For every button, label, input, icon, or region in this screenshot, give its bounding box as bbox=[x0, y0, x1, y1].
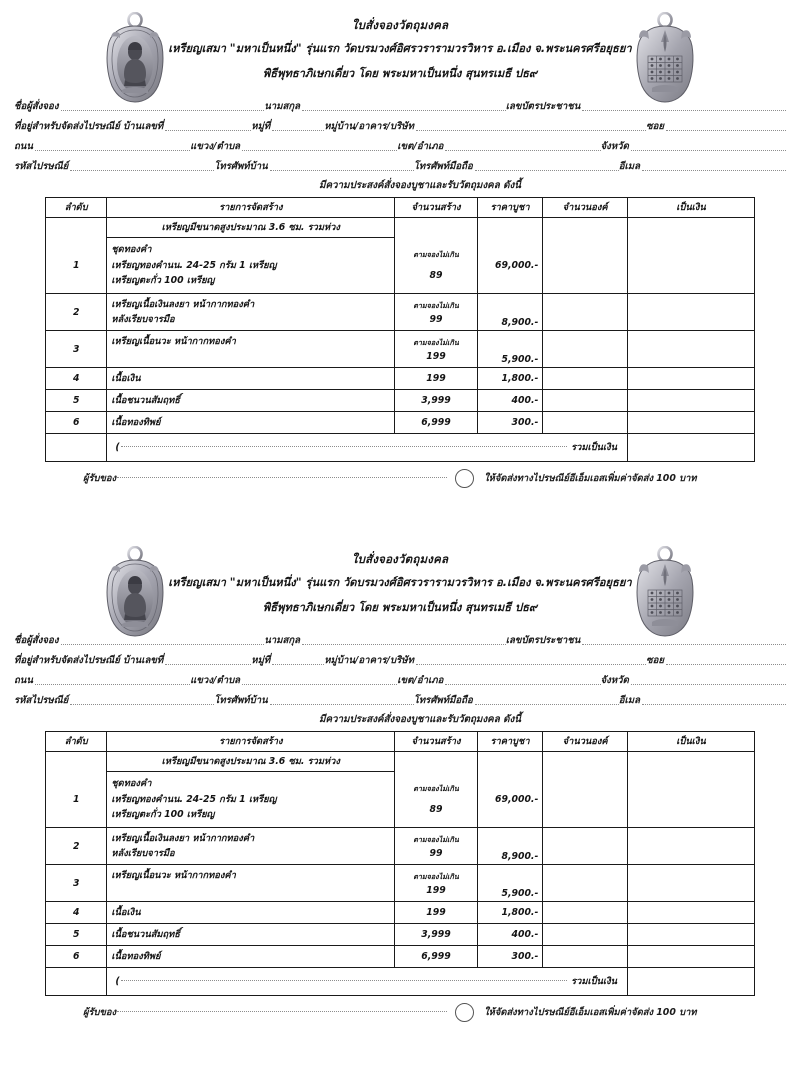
row-1-qty[interactable] bbox=[543, 772, 628, 828]
input-home-phone[interactable] bbox=[270, 704, 414, 705]
total-open-paren: ( bbox=[115, 442, 120, 453]
col-header-desc: รายการจัดสร้าง bbox=[107, 198, 395, 218]
row-3-made-note: ตามจองไม่เกิน bbox=[413, 337, 459, 347]
total-label: รวมเป็นเงิน bbox=[571, 976, 617, 987]
row-3-total[interactable] bbox=[627, 331, 754, 368]
input-email[interactable] bbox=[642, 704, 786, 705]
form-subtitle-2-copy2: พิธีพุทธาภิเษกเดี่ยว โดย พระมหาเป็นหนึ่ง สุนทรเมธี ปธ๙ bbox=[262, 601, 538, 614]
row-3-qty[interactable] bbox=[543, 331, 628, 368]
input-national-id[interactable] bbox=[582, 644, 786, 645]
table-row bbox=[46, 412, 755, 434]
size-note-cell: เหรียญมีขนาดสูงประมาณ 3.6 ซม. รวมห่วง bbox=[107, 218, 395, 238]
label-surname: นามสกุล bbox=[264, 101, 301, 112]
col-header-price: ราคาบูชา bbox=[477, 198, 543, 218]
shipping-note: ให้จัดส่งทางไปรษณีย์อีเอ็มเอสเพิ่มค่าจัดส่ง 100 บาท bbox=[484, 1007, 697, 1018]
size-note-made bbox=[395, 752, 478, 772]
table-row bbox=[46, 390, 755, 412]
row-5-total[interactable] bbox=[627, 390, 754, 412]
label-home-phone: โทรศัพท์บ้าน bbox=[214, 161, 268, 172]
table-header-row bbox=[46, 732, 755, 752]
label-road: ถนน bbox=[14, 141, 33, 152]
row-3-desc-line-1: เหรียญเนื้อนวะ หน้ากากทองคำ bbox=[111, 870, 236, 881]
input-moo[interactable] bbox=[272, 664, 324, 665]
input-house-number[interactable] bbox=[165, 130, 251, 131]
label-receiver: ผู้รับของ bbox=[83, 473, 117, 484]
row-2-qty[interactable] bbox=[543, 828, 628, 865]
intent-statement: มีความประสงค์สั่งจองบูชาและรับวัตถุมงคล ดังนี้ bbox=[319, 180, 521, 191]
form-subtitle-copy2: เหรียญเสมา "มหาเป็นหนึ่ง" รุ่นแรก วัดบรมวงศ์อิศรวรารามวรวิหาร อ.เมือง จ.พระนครศรีอยุธยา bbox=[168, 576, 632, 589]
input-subdistrict[interactable] bbox=[242, 684, 397, 685]
col-header-made: จำนวนสร้าง bbox=[395, 198, 478, 218]
shipping-checkbox[interactable] bbox=[455, 1003, 474, 1022]
total-amount-cell[interactable] bbox=[627, 434, 754, 462]
total-open-paren: ( bbox=[115, 976, 120, 987]
label-postal-code: รหัสไปรษณีย์ bbox=[14, 695, 69, 706]
row-1-no: 1 bbox=[46, 238, 107, 294]
table-header-row bbox=[46, 198, 755, 218]
row-3-desc-line-1: เหรียญเนื้อนวะ หน้ากากทองคำ bbox=[111, 336, 236, 347]
col-header-qty: จำนวนองค์ bbox=[543, 198, 628, 218]
address-form-fields-2 bbox=[0, 628, 800, 708]
label-orderer-name: ชื่อผู้สั่งจอง bbox=[14, 635, 59, 646]
form-header-2 bbox=[0, 534, 800, 626]
row-1-made-number: 89 bbox=[429, 270, 443, 282]
row-4-no: 4 bbox=[46, 902, 107, 924]
table-total-row bbox=[46, 434, 755, 462]
row-1-no: 1 bbox=[46, 772, 107, 828]
row-4-total[interactable] bbox=[627, 902, 754, 924]
row-2-total[interactable] bbox=[627, 828, 754, 865]
row-2-total[interactable] bbox=[627, 294, 754, 331]
row-1-made bbox=[395, 772, 478, 828]
row-1-price: 69,000.- bbox=[477, 238, 543, 294]
row-1-desc bbox=[107, 772, 395, 828]
row-6-price: 300.- bbox=[477, 946, 543, 968]
total-amount-in-words-cell[interactable] bbox=[107, 968, 628, 996]
row-6-total[interactable] bbox=[627, 946, 754, 968]
input-receiver-signature[interactable] bbox=[117, 1011, 447, 1012]
order-form-copy-2 bbox=[0, 534, 800, 1067]
input-village-building[interactable] bbox=[416, 130, 646, 131]
row-1-made-note: ตามจองไม่เกิน bbox=[413, 784, 459, 794]
form-line-address bbox=[14, 114, 786, 134]
total-amount-cell[interactable] bbox=[627, 968, 754, 996]
form-header bbox=[0, 0, 800, 92]
input-surname[interactable] bbox=[302, 110, 506, 111]
row-2-made-number: 99 bbox=[429, 313, 443, 325]
row-4-price: 1,800.- bbox=[477, 368, 543, 390]
address-form-fields bbox=[0, 94, 800, 174]
label-moo: หมู่ที่ bbox=[251, 655, 271, 666]
row-5-total[interactable] bbox=[627, 924, 754, 946]
amulet-back-yantra-image bbox=[628, 12, 702, 104]
row-5-desc: เนื้อชนวนสัมฤทธิ์ bbox=[107, 924, 395, 946]
row-3-made bbox=[395, 331, 478, 368]
row-3-made-number: 199 bbox=[426, 884, 446, 896]
row-6-desc: เนื้อทองทิพย์ bbox=[107, 412, 395, 434]
row-2-desc-line-2: หลังเรียบจารมือ bbox=[111, 848, 175, 859]
row-4-price: 1,800.- bbox=[477, 902, 543, 924]
label-subdistrict: แขวง/ตำบล bbox=[190, 675, 241, 686]
intent-statement-2: มีความประสงค์สั่งจองบูชาและรับวัตถุมงคล ดังนี้ bbox=[319, 714, 521, 725]
signature-row-2 bbox=[45, 1003, 755, 1022]
label-shipping-address: ที่อยู่สำหรับจัดส่งไปรษณีย์ บ้านเลขที่ bbox=[14, 121, 164, 132]
row-5-made: 3,999 bbox=[395, 390, 478, 412]
row-5-price: 400.- bbox=[477, 390, 543, 412]
table-row bbox=[46, 865, 755, 902]
row-2-desc bbox=[107, 294, 395, 331]
size-note-qty bbox=[543, 752, 628, 772]
label-postal-code: รหัสไปรษณีย์ bbox=[14, 161, 69, 172]
row-5-price: 400.- bbox=[477, 924, 543, 946]
row-2-desc bbox=[107, 828, 395, 865]
size-note-made bbox=[395, 218, 478, 238]
label-email: อีเมล bbox=[618, 695, 640, 706]
table-row bbox=[46, 368, 755, 390]
input-province[interactable] bbox=[631, 684, 786, 685]
row-2-made bbox=[395, 294, 478, 331]
input-receiver-signature[interactable] bbox=[117, 477, 447, 478]
row-6-qty[interactable] bbox=[543, 946, 628, 968]
row-3-made-note: ตามจองไม่เกิน bbox=[413, 871, 459, 881]
label-mobile-phone: โทรศัพท์มือถือ bbox=[413, 161, 473, 172]
input-road[interactable] bbox=[35, 150, 190, 151]
row-5-no: 5 bbox=[46, 924, 107, 946]
row-4-made: 199 bbox=[395, 902, 478, 924]
label-village-building: หมู่บ้าน/อาคาร/บริษัท bbox=[324, 655, 414, 666]
input-orderer-name[interactable] bbox=[61, 110, 265, 111]
col-header-price: ราคาบูชา bbox=[477, 732, 543, 752]
row-5-qty[interactable] bbox=[543, 390, 628, 412]
table-size-note-row bbox=[46, 752, 755, 772]
table-row bbox=[46, 924, 755, 946]
form-line-contact bbox=[14, 154, 786, 174]
input-subdistrict[interactable] bbox=[242, 150, 397, 151]
form-line-district bbox=[14, 134, 786, 154]
input-postal-code[interactable] bbox=[70, 704, 214, 705]
label-home-phone: โทรศัพท์บ้าน bbox=[214, 695, 268, 706]
input-road[interactable] bbox=[35, 684, 190, 685]
row-2-made bbox=[395, 828, 478, 865]
form-subtitle-2: พิธีพุทธาภิเษกเดี่ยว โดย พระมหาเป็นหนึ่ง สุนทรเมธี ปธ๙ bbox=[262, 67, 538, 80]
col-header-no: ลำดับ bbox=[46, 198, 107, 218]
row-6-desc: เนื้อทองทิพย์ bbox=[107, 946, 395, 968]
input-moo[interactable] bbox=[272, 130, 324, 131]
size-note-qty bbox=[543, 218, 628, 238]
label-shipping-address: ที่อยู่สำหรับจัดส่งไปรษณีย์ บ้านเลขที่ bbox=[14, 655, 164, 666]
label-mobile-phone: โทรศัพท์มือถือ bbox=[413, 695, 473, 706]
label-national-id: เลขบัตรประชาชน bbox=[505, 635, 581, 646]
input-soi[interactable] bbox=[666, 664, 786, 665]
input-mobile-phone[interactable] bbox=[475, 704, 619, 705]
row-3-desc bbox=[107, 331, 395, 368]
row-5-desc: เนื้อชนวนสัมฤทธิ์ bbox=[107, 390, 395, 412]
row-1-desc-line-3: เหรียญตะกั่ว 100 เหรียญ bbox=[111, 275, 215, 287]
input-village-building[interactable] bbox=[416, 664, 646, 665]
input-district[interactable] bbox=[445, 684, 600, 685]
row-3-no: 3 bbox=[46, 331, 107, 368]
row-4-qty[interactable] bbox=[543, 902, 628, 924]
input-postal-code[interactable] bbox=[70, 170, 214, 171]
size-note-total bbox=[627, 752, 754, 772]
form-line-address-2 bbox=[14, 648, 786, 668]
table-row bbox=[46, 238, 755, 294]
label-national-id: เลขบัตรประชาชน bbox=[505, 101, 581, 112]
col-header-total: เป็นเงิน bbox=[627, 732, 754, 752]
input-surname[interactable] bbox=[302, 644, 506, 645]
row-5-qty[interactable] bbox=[543, 924, 628, 946]
col-header-total: เป็นเงิน bbox=[627, 198, 754, 218]
row-6-no: 6 bbox=[46, 412, 107, 434]
row-6-made: 6,999 bbox=[395, 412, 478, 434]
row-3-desc bbox=[107, 865, 395, 902]
row-2-desc-line-2: หลังเรียบจารมือ bbox=[111, 314, 175, 325]
form-line-district-2 bbox=[14, 668, 786, 688]
row-4-no: 4 bbox=[46, 368, 107, 390]
order-items-table-2 bbox=[45, 731, 755, 996]
shipping-note: ให้จัดส่งทางไปรษณีย์อีเอ็มเอสเพิ่มค่าจัดส่ง 100 บาท bbox=[484, 473, 697, 484]
table-row bbox=[46, 946, 755, 968]
total-row-spacer bbox=[46, 968, 107, 996]
row-2-made-note: ตามจองไม่เกิน bbox=[413, 834, 459, 844]
total-amount-in-words-cell[interactable] bbox=[107, 434, 628, 462]
row-1-total[interactable] bbox=[627, 238, 754, 294]
total-words-input[interactable] bbox=[121, 446, 568, 447]
input-email[interactable] bbox=[642, 170, 786, 171]
total-row-spacer bbox=[46, 434, 107, 462]
table-row bbox=[46, 331, 755, 368]
row-1-desc-line-2: เหรียญทองคำนน. 24-25 กรัม 1 เหรียญ bbox=[111, 259, 277, 271]
size-note-price bbox=[477, 752, 543, 772]
total-words-input[interactable] bbox=[121, 980, 568, 981]
label-email: อีเมล bbox=[618, 161, 640, 172]
row-6-qty[interactable] bbox=[543, 412, 628, 434]
label-province: จังหวัด bbox=[600, 141, 629, 152]
input-orderer-name[interactable] bbox=[61, 644, 265, 645]
size-note-total bbox=[627, 218, 754, 238]
label-subdistrict: แขวง/ตำบล bbox=[190, 141, 241, 152]
row-4-desc: เนื้อเงิน bbox=[107, 368, 395, 390]
row-3-made bbox=[395, 865, 478, 902]
amulet-front-monk-image bbox=[98, 546, 172, 638]
row-3-price: 5,900.- bbox=[477, 865, 543, 902]
row-4-qty[interactable] bbox=[543, 368, 628, 390]
row-3-total[interactable] bbox=[627, 865, 754, 902]
input-district[interactable] bbox=[445, 150, 600, 151]
amulet-back-yantra-image bbox=[628, 546, 702, 638]
row-1-desc-line-1: ชุดทองคำ bbox=[111, 244, 152, 256]
row-3-made-number: 199 bbox=[426, 350, 446, 362]
input-soi[interactable] bbox=[666, 130, 786, 131]
input-province[interactable] bbox=[631, 150, 786, 151]
table-row bbox=[46, 902, 755, 924]
col-header-desc: รายการจัดสร้าง bbox=[107, 732, 395, 752]
row-1-qty[interactable] bbox=[543, 238, 628, 294]
row-1-made bbox=[395, 238, 478, 294]
row-5-no: 5 bbox=[46, 390, 107, 412]
label-surname: นามสกุล bbox=[264, 635, 301, 646]
row-3-no: 3 bbox=[46, 865, 107, 902]
row-1-desc bbox=[107, 238, 395, 294]
row-2-made-note: ตามจองไม่เกิน bbox=[413, 300, 459, 310]
row-4-total[interactable] bbox=[627, 368, 754, 390]
row-1-price: 69,000.- bbox=[477, 772, 543, 828]
label-road: ถนน bbox=[14, 675, 33, 686]
col-header-made: จำนวนสร้าง bbox=[395, 732, 478, 752]
row-6-no: 6 bbox=[46, 946, 107, 968]
row-1-desc-line-1: ชุดทองคำ bbox=[111, 778, 152, 790]
row-2-desc-line-1: เหรียญเนื้อเงินลงยา หน้ากากทองคำ bbox=[111, 832, 255, 844]
page-title: ใบสั่งจองวัตถุมงคล bbox=[351, 18, 449, 32]
input-national-id[interactable] bbox=[582, 110, 786, 111]
shipping-checkbox[interactable] bbox=[455, 469, 474, 488]
label-moo: หมู่ที่ bbox=[251, 121, 271, 132]
row-2-qty[interactable] bbox=[543, 294, 628, 331]
label-district: เขต/อำเภอ bbox=[397, 141, 444, 152]
table-total-row bbox=[46, 968, 755, 996]
input-house-number[interactable] bbox=[165, 664, 251, 665]
row-1-made-number: 89 bbox=[429, 804, 443, 816]
row-6-price: 300.- bbox=[477, 412, 543, 434]
label-province: จังหวัด bbox=[600, 675, 629, 686]
row-5-made: 3,999 bbox=[395, 924, 478, 946]
label-village-building: หมู่บ้าน/อาคาร/บริษัท bbox=[324, 121, 414, 132]
row-1-desc-line-2: เหรียญทองคำนน. 24-25 กรัม 1 เหรียญ bbox=[111, 793, 277, 805]
label-district: เขต/อำเภอ bbox=[397, 675, 444, 686]
order-form-copy-1 bbox=[0, 0, 800, 533]
col-header-qty: จำนวนองค์ bbox=[543, 732, 628, 752]
row-2-desc-line-1: เหรียญเนื้อเงินลงยา หน้ากากทองคำ bbox=[111, 298, 255, 310]
row-3-qty[interactable] bbox=[543, 865, 628, 902]
col-header-no: ลำดับ bbox=[46, 732, 107, 752]
row-6-total[interactable] bbox=[627, 412, 754, 434]
amulet-front-monk-image bbox=[98, 12, 172, 104]
page-title-2: ใบสั่งจองวัตถุมงคล bbox=[351, 552, 449, 566]
form-subtitle: เหรียญเสมา "มหาเป็นหนึ่ง" รุ่นแรก วัดบรมวงศ์อิศรวรารามวรวิหาร อ.เมือง จ.พระนครศรีอยุธยา bbox=[168, 42, 632, 55]
row-1-desc-line-3: เหรียญตะกั่ว 100 เหรียญ bbox=[111, 809, 215, 821]
row-2-no: 2 bbox=[46, 828, 107, 865]
size-note-spacer bbox=[46, 752, 107, 772]
signature-row bbox=[45, 469, 755, 488]
form-line-contact-2 bbox=[14, 688, 786, 708]
size-note-price bbox=[477, 218, 543, 238]
row-3-price: 5,900.- bbox=[477, 331, 543, 368]
table-row bbox=[46, 772, 755, 828]
table-row bbox=[46, 294, 755, 331]
row-2-price: 8,900.- bbox=[477, 294, 543, 331]
input-mobile-phone[interactable] bbox=[475, 170, 619, 171]
row-4-made: 199 bbox=[395, 368, 478, 390]
row-1-total[interactable] bbox=[627, 772, 754, 828]
label-soi: ซอย bbox=[646, 121, 664, 132]
row-2-price: 8,900.- bbox=[477, 828, 543, 865]
row-2-no: 2 bbox=[46, 294, 107, 331]
label-soi: ซอย bbox=[646, 655, 664, 666]
row-6-made: 6,999 bbox=[395, 946, 478, 968]
order-items-table bbox=[45, 197, 755, 462]
row-1-made-note: ตามจองไม่เกิน bbox=[413, 250, 459, 260]
label-orderer-name: ชื่อผู้สั่งจอง bbox=[14, 101, 59, 112]
size-note-spacer bbox=[46, 218, 107, 238]
table-row bbox=[46, 828, 755, 865]
size-note-cell: เหรียญมีขนาดสูงประมาณ 3.6 ซม. รวมห่วง bbox=[107, 752, 395, 772]
label-receiver: ผู้รับของ bbox=[83, 1007, 117, 1018]
total-label: รวมเป็นเงิน bbox=[571, 442, 617, 453]
row-4-desc: เนื้อเงิน bbox=[107, 902, 395, 924]
row-2-made-number: 99 bbox=[429, 847, 443, 859]
table-size-note-row bbox=[46, 218, 755, 238]
input-home-phone[interactable] bbox=[270, 170, 414, 171]
